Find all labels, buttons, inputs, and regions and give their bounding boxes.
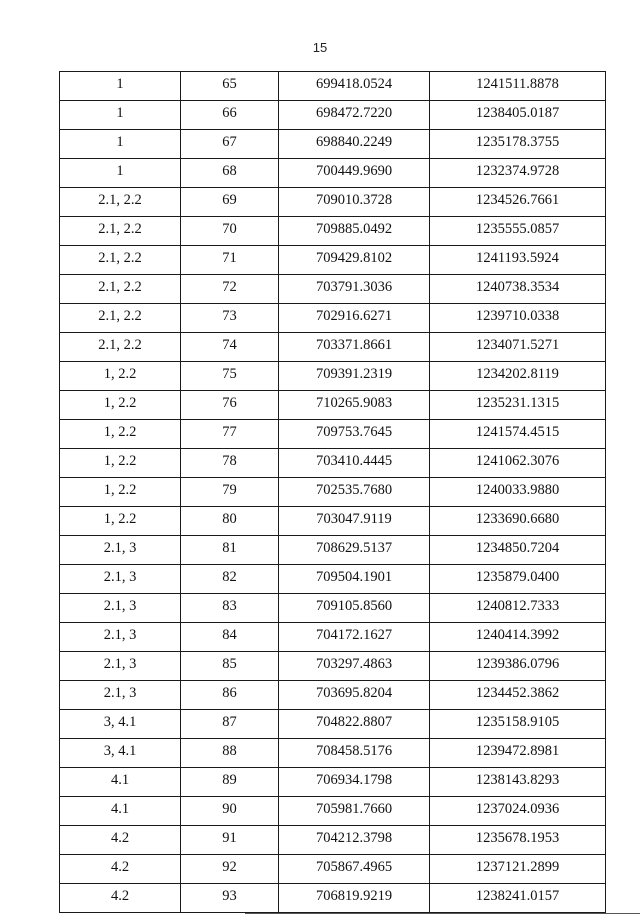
- zone-cell: 3, 4.1: [60, 739, 181, 768]
- point-number-cell: 82: [181, 565, 279, 594]
- table-row: [60, 188, 606, 217]
- y-coordinate-cell: 1240812.7333: [430, 594, 606, 623]
- table-row: [60, 101, 606, 130]
- zone-cell: 2.1, 2.2: [60, 275, 181, 304]
- x-coordinate-cell: 703695.8204: [279, 681, 430, 710]
- table-row: [60, 478, 606, 507]
- table-row: [60, 362, 606, 391]
- zone-cell: 1: [60, 159, 181, 188]
- table-row: [60, 130, 606, 159]
- coordinates-table: [59, 71, 606, 913]
- x-coordinate-cell: 703297.4863: [279, 652, 430, 681]
- zone-cell: 4.2: [60, 884, 181, 913]
- y-coordinate-cell: 1235555.0857: [430, 217, 606, 246]
- x-coordinate-cell: 702535.7680: [279, 478, 430, 507]
- point-number-cell: 81: [181, 536, 279, 565]
- point-number-cell: 91: [181, 826, 279, 855]
- x-coordinate-cell: 700449.9690: [279, 159, 430, 188]
- table-row: [60, 72, 606, 101]
- y-coordinate-cell: 1235178.3755: [430, 130, 606, 159]
- point-number-cell: 67: [181, 130, 279, 159]
- table-row: [60, 681, 606, 710]
- y-coordinate-cell: 1234202.8119: [430, 362, 606, 391]
- y-coordinate-cell: 1237024.0936: [430, 797, 606, 826]
- zone-cell: 2.1, 2.2: [60, 217, 181, 246]
- x-coordinate-cell: 703371.8661: [279, 333, 430, 362]
- table-row: [60, 710, 606, 739]
- point-number-cell: 74: [181, 333, 279, 362]
- y-coordinate-cell: 1235231.1315: [430, 391, 606, 420]
- table-row: [60, 159, 606, 188]
- point-number-cell: 80: [181, 507, 279, 536]
- x-coordinate-cell: 699418.0524: [279, 72, 430, 101]
- point-number-cell: 68: [181, 159, 279, 188]
- y-coordinate-cell: 1239710.0338: [430, 304, 606, 333]
- y-coordinate-cell: 1235158.9105: [430, 710, 606, 739]
- y-coordinate-cell: 1241511.8878: [430, 72, 606, 101]
- x-coordinate-cell: 706934.1798: [279, 768, 430, 797]
- table-row: [60, 217, 606, 246]
- zone-cell: 2.1, 3: [60, 594, 181, 623]
- x-coordinate-cell: 703410.4445: [279, 449, 430, 478]
- table-row: [60, 826, 606, 855]
- table-row: [60, 449, 606, 478]
- y-coordinate-cell: 1241574.4515: [430, 420, 606, 449]
- table-row: [60, 855, 606, 884]
- y-coordinate-cell: 1241193.5924: [430, 246, 606, 275]
- zone-cell: 1, 2.2: [60, 478, 181, 507]
- y-coordinate-cell: 1239472.8981: [430, 739, 606, 768]
- zone-cell: 2.1, 3: [60, 652, 181, 681]
- point-number-cell: 77: [181, 420, 279, 449]
- y-coordinate-cell: 1237121.2899: [430, 855, 606, 884]
- y-coordinate-cell: 1234526.7661: [430, 188, 606, 217]
- point-number-cell: 78: [181, 449, 279, 478]
- footer-rule: [245, 913, 640, 914]
- zone-cell: 2.1, 2.2: [60, 304, 181, 333]
- y-coordinate-cell: 1234850.7204: [430, 536, 606, 565]
- x-coordinate-cell: 709504.1901: [279, 565, 430, 594]
- zone-cell: 4.1: [60, 768, 181, 797]
- point-number-cell: 86: [181, 681, 279, 710]
- point-number-cell: 76: [181, 391, 279, 420]
- x-coordinate-cell: 709010.3728: [279, 188, 430, 217]
- x-coordinate-cell: 708458.5176: [279, 739, 430, 768]
- zone-cell: 1, 2.2: [60, 362, 181, 391]
- table-row: [60, 391, 606, 420]
- zone-cell: 1, 2.2: [60, 391, 181, 420]
- y-coordinate-cell: 1238143.8293: [430, 768, 606, 797]
- table-row: [60, 333, 606, 362]
- point-number-cell: 66: [181, 101, 279, 130]
- x-coordinate-cell: 705981.7660: [279, 797, 430, 826]
- point-number-cell: 65: [181, 72, 279, 101]
- x-coordinate-cell: 704212.3798: [279, 826, 430, 855]
- zone-cell: 2.1, 3: [60, 681, 181, 710]
- x-coordinate-cell: 703047.9119: [279, 507, 430, 536]
- y-coordinate-cell: 1234071.5271: [430, 333, 606, 362]
- table-row: [60, 420, 606, 449]
- x-coordinate-cell: 704822.8807: [279, 710, 430, 739]
- zone-cell: 1: [60, 72, 181, 101]
- coordinates-table-body: [60, 72, 606, 913]
- point-number-cell: 75: [181, 362, 279, 391]
- zone-cell: 4.1: [60, 797, 181, 826]
- point-number-cell: 79: [181, 478, 279, 507]
- y-coordinate-cell: 1240033.9880: [430, 478, 606, 507]
- point-number-cell: 88: [181, 739, 279, 768]
- x-coordinate-cell: 702916.6271: [279, 304, 430, 333]
- table-row: [60, 594, 606, 623]
- y-coordinate-cell: 1238405.0187: [430, 101, 606, 130]
- zone-cell: 1, 2.2: [60, 449, 181, 478]
- table-row: [60, 507, 606, 536]
- zone-cell: 1: [60, 130, 181, 159]
- zone-cell: 3, 4.1: [60, 710, 181, 739]
- x-coordinate-cell: 703791.3036: [279, 275, 430, 304]
- x-coordinate-cell: 709753.7645: [279, 420, 430, 449]
- point-number-cell: 85: [181, 652, 279, 681]
- point-number-cell: 70: [181, 217, 279, 246]
- point-number-cell: 69: [181, 188, 279, 217]
- table-row: [60, 246, 606, 275]
- y-coordinate-cell: 1232374.9728: [430, 159, 606, 188]
- table-row: [60, 884, 606, 913]
- x-coordinate-cell: 709391.2319: [279, 362, 430, 391]
- x-coordinate-cell: 708629.5137: [279, 536, 430, 565]
- table-row: [60, 652, 606, 681]
- zone-cell: 1, 2.2: [60, 420, 181, 449]
- table-row: [60, 275, 606, 304]
- y-coordinate-cell: 1233690.6680: [430, 507, 606, 536]
- table-row: [60, 536, 606, 565]
- zone-cell: 2.1, 3: [60, 623, 181, 652]
- x-coordinate-cell: 698840.2249: [279, 130, 430, 159]
- zone-cell: 4.2: [60, 826, 181, 855]
- x-coordinate-cell: 704172.1627: [279, 623, 430, 652]
- table-row: [60, 739, 606, 768]
- x-coordinate-cell: 709429.8102: [279, 246, 430, 275]
- point-number-cell: 92: [181, 855, 279, 884]
- table-row: [60, 565, 606, 594]
- zone-cell: 4.2: [60, 855, 181, 884]
- zone-cell: 2.1, 2.2: [60, 333, 181, 362]
- zone-cell: 2.1, 3: [60, 565, 181, 594]
- x-coordinate-cell: 710265.9083: [279, 391, 430, 420]
- point-number-cell: 90: [181, 797, 279, 826]
- y-coordinate-cell: 1241062.3076: [430, 449, 606, 478]
- y-coordinate-cell: 1235678.1953: [430, 826, 606, 855]
- y-coordinate-cell: 1240738.3534: [430, 275, 606, 304]
- point-number-cell: 89: [181, 768, 279, 797]
- zone-cell: 1, 2.2: [60, 507, 181, 536]
- table-row: [60, 623, 606, 652]
- x-coordinate-cell: 698472.7220: [279, 101, 430, 130]
- y-coordinate-cell: 1234452.3862: [430, 681, 606, 710]
- x-coordinate-cell: 709105.8560: [279, 594, 430, 623]
- y-coordinate-cell: 1235879.0400: [430, 565, 606, 594]
- point-number-cell: 84: [181, 623, 279, 652]
- y-coordinate-cell: 1239386.0796: [430, 652, 606, 681]
- y-coordinate-cell: 1238241.0157: [430, 884, 606, 913]
- y-coordinate-cell: 1240414.3992: [430, 623, 606, 652]
- zone-cell: 2.1, 2.2: [60, 188, 181, 217]
- zone-cell: 2.1, 2.2: [60, 246, 181, 275]
- point-number-cell: 73: [181, 304, 279, 333]
- table-row: [60, 304, 606, 333]
- point-number-cell: 87: [181, 710, 279, 739]
- table-row: [60, 768, 606, 797]
- x-coordinate-cell: 705867.4965: [279, 855, 430, 884]
- page-number: 15: [312, 40, 328, 55]
- zone-cell: 1: [60, 101, 181, 130]
- point-number-cell: 93: [181, 884, 279, 913]
- x-coordinate-cell: 706819.9219: [279, 884, 430, 913]
- table-row: [60, 797, 606, 826]
- point-number-cell: 72: [181, 275, 279, 304]
- x-coordinate-cell: 709885.0492: [279, 217, 430, 246]
- point-number-cell: 71: [181, 246, 279, 275]
- point-number-cell: 83: [181, 594, 279, 623]
- zone-cell: 2.1, 3: [60, 536, 181, 565]
